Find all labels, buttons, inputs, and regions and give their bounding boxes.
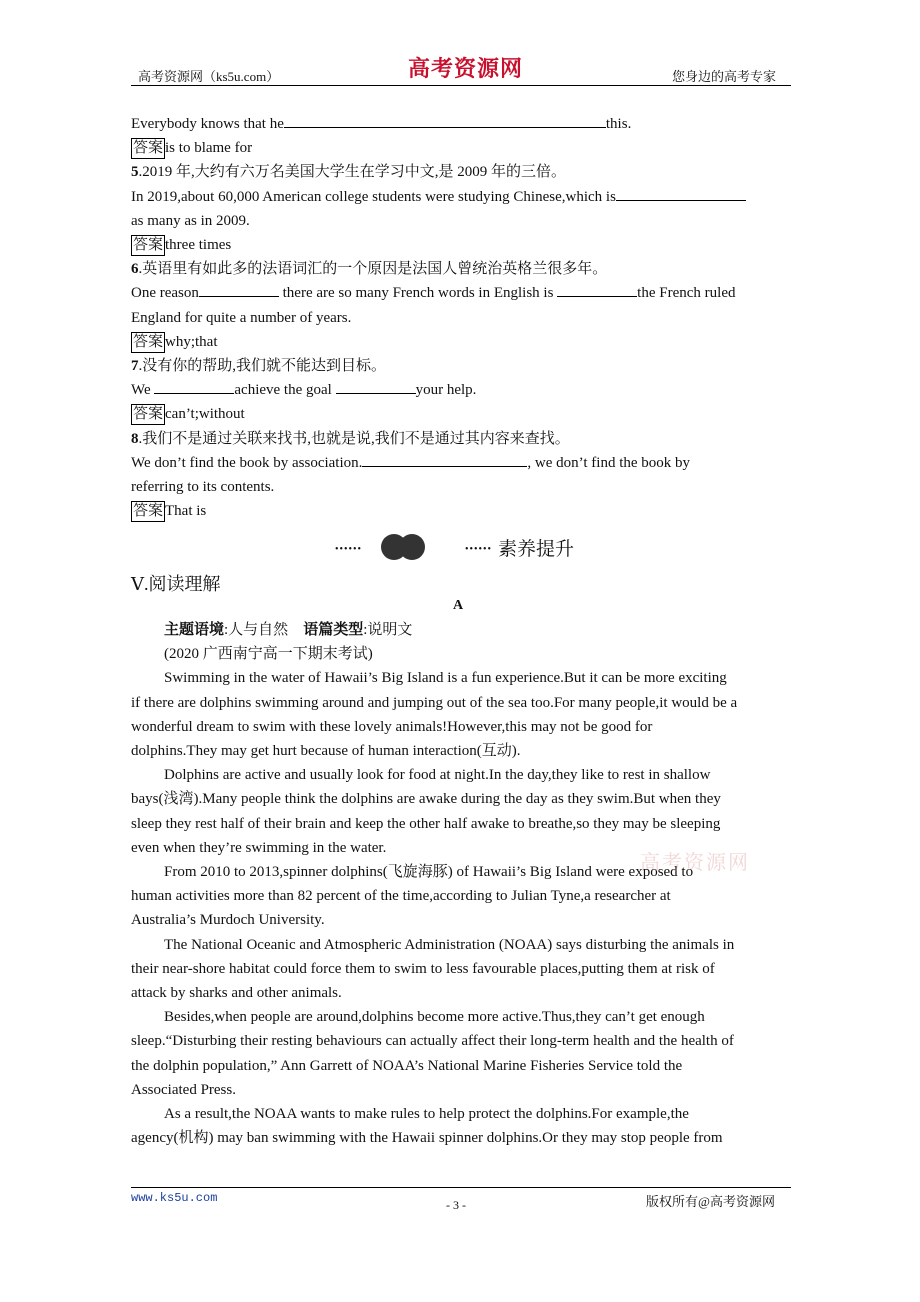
header-logo: 高考资源网 xyxy=(408,56,524,81)
answer-tag: 答案 xyxy=(131,332,165,353)
passage-line: Associated Press. xyxy=(131,1081,236,1098)
footer-divider xyxy=(131,1187,791,1188)
q5-sentence: In 2019,about 60,000 American college students were studying Chinese,which is xyxy=(131,185,791,209)
meta-line: 主题语境:人与自然 语篇类型:说明文 xyxy=(164,622,413,638)
dots-decoration: •••••• xyxy=(335,544,363,555)
passage-line: the dolphin population,” Ann Garrett of NOAA’s National Marine Fisheries Service told the xyxy=(131,1057,683,1074)
q8-answer: 答案 That is xyxy=(131,499,791,523)
passage-line: even when they’re swimming in the water. xyxy=(131,839,387,856)
circle-icon xyxy=(399,534,425,560)
q6-sentence-cont: England for quite a number of years. xyxy=(131,309,352,326)
passage-line: As a result,the NOAA wants to make rules to help protect the dolphins.For example,the xyxy=(164,1106,689,1123)
source-line: (2020 广西南宁高一下期末考试) xyxy=(164,646,373,663)
passage-line: attack by sharks and other animals. xyxy=(131,985,342,1002)
header-site: 高考资源网（ks5u.com） xyxy=(138,69,280,84)
q6-sentence: One reason there are so many French words in English is the French ruled xyxy=(131,281,791,305)
q8-sentence: We don’t find the book by association. , we don’t find the book by xyxy=(131,451,791,475)
section-title: Ⅴ.阅读理解 xyxy=(131,574,221,594)
reading-passage xyxy=(131,618,791,1150)
passage-line: human activities more than 82 percent of the time,according to Julian Tyne,a researcher at xyxy=(131,888,671,905)
passage-line: sleep they rest half of their brain and keep the other half awake to breathe,so they may be sleeping xyxy=(131,815,721,832)
q7-sentence: We achieve the goal your help. xyxy=(131,378,791,402)
passage-line: Australia’s Murdoch University. xyxy=(131,912,325,929)
passage-line: dolphins.They may get hurt because of human interaction(互动). xyxy=(131,743,521,760)
page-number: - 3 - xyxy=(446,1198,466,1212)
passage-line: From 2010 to 2013,spinner dolphins(飞旋海豚) of Hawaii’s Big Island were exposed to xyxy=(164,864,694,881)
footer-link[interactable]: www.ks5u.com xyxy=(131,1191,218,1205)
blank xyxy=(362,452,527,467)
q5-answer: 答案 three times xyxy=(131,233,791,257)
q4-sentence: Everybody knows that he this. xyxy=(131,112,791,136)
q5-prompt: 5.2019 年,大约有六万名美国大学生在学习中文,是 2009 年的三倍。 xyxy=(131,164,567,181)
passage-line: if there are dolphins swimming around and jumping out of the sea too.For many people,it would be a xyxy=(131,694,738,711)
q6-prompt: 6.英语里有如此多的法语词汇的一个原因是法国人曾统治英格兰很多年。 xyxy=(131,261,608,278)
q5-sentence-cont: as many as in 2009. xyxy=(131,212,250,229)
q6-answer: 答案 why;that xyxy=(131,330,791,354)
passage-line: Dolphins are active and usually look for food at night.In the day,they like to rest in shallow xyxy=(164,767,711,784)
dots-decoration: •••••• xyxy=(465,544,493,555)
q7-answer: 答案 can’t;without xyxy=(131,402,791,426)
passage-line: bays(浅湾).Many people think the dolphins are awake during the day as they swim.But when they xyxy=(131,791,721,808)
passage-line: Besides,when people are around,dolphins become more active.Thus,they can’t get enough xyxy=(164,1009,705,1026)
answer-tag: 答案 xyxy=(131,235,165,256)
passage-line: sleep.“Disturbing their resting behaviours can actually affect their long-term health and the health of xyxy=(131,1033,734,1050)
passage-line: wonderful dream to swim with these lovely animals!However,this may not be good for xyxy=(131,718,653,735)
section-banner xyxy=(335,530,595,564)
blank xyxy=(336,379,416,394)
answer-tag: 答案 xyxy=(131,404,165,425)
passage-line: their near-shore habitat could force them to swim to less favourable places,putting them at risk of xyxy=(131,960,715,977)
q8-prompt: 8.我们不是通过关联来找书,也就是说,我们不是通过其内容来查找。 xyxy=(131,430,570,447)
passage-line: agency(机构) may ban swimming with the Hawaii spinner dolphins.Or they may stop people from xyxy=(131,1130,723,1147)
q8-sentence-cont: referring to its contents. xyxy=(131,479,275,496)
exercise-block xyxy=(131,112,791,523)
passage-line: The National Oceanic and Atmospheric Administration (NOAA) says disturbing the animals in xyxy=(164,936,735,953)
answer-tag: 答案 xyxy=(131,501,165,522)
blank xyxy=(616,186,746,201)
blank xyxy=(199,282,279,297)
blank xyxy=(284,113,606,128)
footer-copyright: 版权所有@高考资源网 xyxy=(646,1194,775,1209)
q7-prompt: 7.没有你的帮助,我们就不能达到目标。 xyxy=(131,358,387,375)
blank xyxy=(154,379,234,394)
q4-answer: 答案 is to blame for xyxy=(131,136,791,160)
header-divider xyxy=(131,85,791,86)
passage-line: Swimming in the water of Hawaii’s Big Island is a fun experience.But it can be more exciting xyxy=(164,670,727,687)
watermark: 高考资源网 xyxy=(640,852,750,874)
header-slogan: 您身边的高考专家 xyxy=(672,69,777,84)
article-letter: A xyxy=(453,598,464,613)
answer-tag: 答案 xyxy=(131,138,165,159)
banner-title: 素养提升 xyxy=(498,539,575,560)
blank xyxy=(557,282,637,297)
